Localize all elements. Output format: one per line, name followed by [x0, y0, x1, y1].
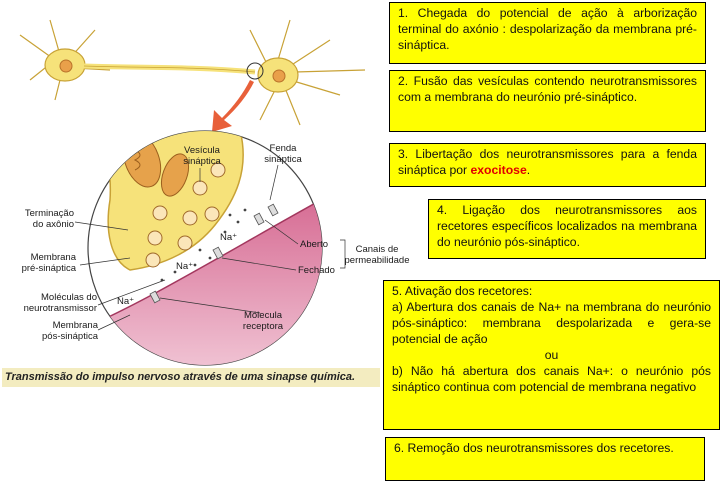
step-6-box: [385, 437, 705, 481]
step-5-box: [383, 280, 720, 430]
label-moleculas: Moléculas do neurotransmissor: [23, 292, 97, 314]
label-terminacao: Terminação do axônio: [24, 208, 74, 230]
label-na-3: Na⁺: [117, 296, 135, 307]
step-6-text: 6. Remoção dos neurotransmissores dos recetores.: [394, 441, 674, 455]
label-molecula-receptora: Mólecula receptora: [242, 310, 284, 332]
label-membrana-pre: Membrana pré-sináptica: [21, 252, 76, 274]
step-5-title: 5. Ativação dos recetores:: [392, 284, 533, 298]
label-na-2: Na⁺: [176, 261, 194, 272]
synapse-diagram: [0, 0, 410, 389]
label-fechado: Fechado: [298, 265, 335, 276]
step-4-box: [428, 199, 706, 259]
step-1-box: [389, 2, 706, 64]
step-3-text-after: .: [526, 163, 531, 177]
label-na-1: Na⁺: [220, 232, 238, 243]
step-2-text: 2. Fusão das vesículas contendo neurotransmissores com a membrana do neurónio pré-sináptico.: [398, 74, 697, 104]
step-3-highlight: exocitose: [470, 163, 527, 177]
label-vesicula: Vesícula sináptica: [183, 145, 221, 167]
label-canais: Canais de permeabilidade: [344, 244, 410, 266]
step-3-text-before: 3. Libertação dos neurotransmissores para a fenda sináptica por: [398, 147, 697, 177]
step-4-text: 4. Ligação dos neurotransmissores aos recetores específicos localizados na membrana do neurónio pós-sináptico.: [437, 203, 697, 249]
label-aberto: Aberto: [300, 239, 328, 250]
step-5-or: ou: [544, 348, 559, 362]
step-2-box: [389, 70, 706, 132]
step-5-option-b: b) Não há abertura dos canais Na+: o neurónio pós sináptico continua com potencial de membrana negativo: [392, 364, 711, 394]
step-3-box: [389, 143, 706, 187]
zoom-arrow: [212, 80, 254, 132]
step-1-text: 1. Chegada do potencial de ação à arborização terminal do axónio : despolarização da membrana pré-sináptica.: [398, 6, 697, 52]
diagram-caption: Transmissão do impulso nervoso através de uma sinapse química.: [2, 368, 380, 387]
neuron-right: [250, 20, 365, 125]
label-fenda: Fenda sináptica: [264, 143, 302, 165]
step-5-option-a: a) Abertura dos canais de Na+ na membrana do neurónio pós-sináptico: membrana despolarizada e gera-se potencial de ação: [392, 300, 711, 346]
label-membrana-pos: Membrana pós-sináptica: [42, 320, 98, 342]
